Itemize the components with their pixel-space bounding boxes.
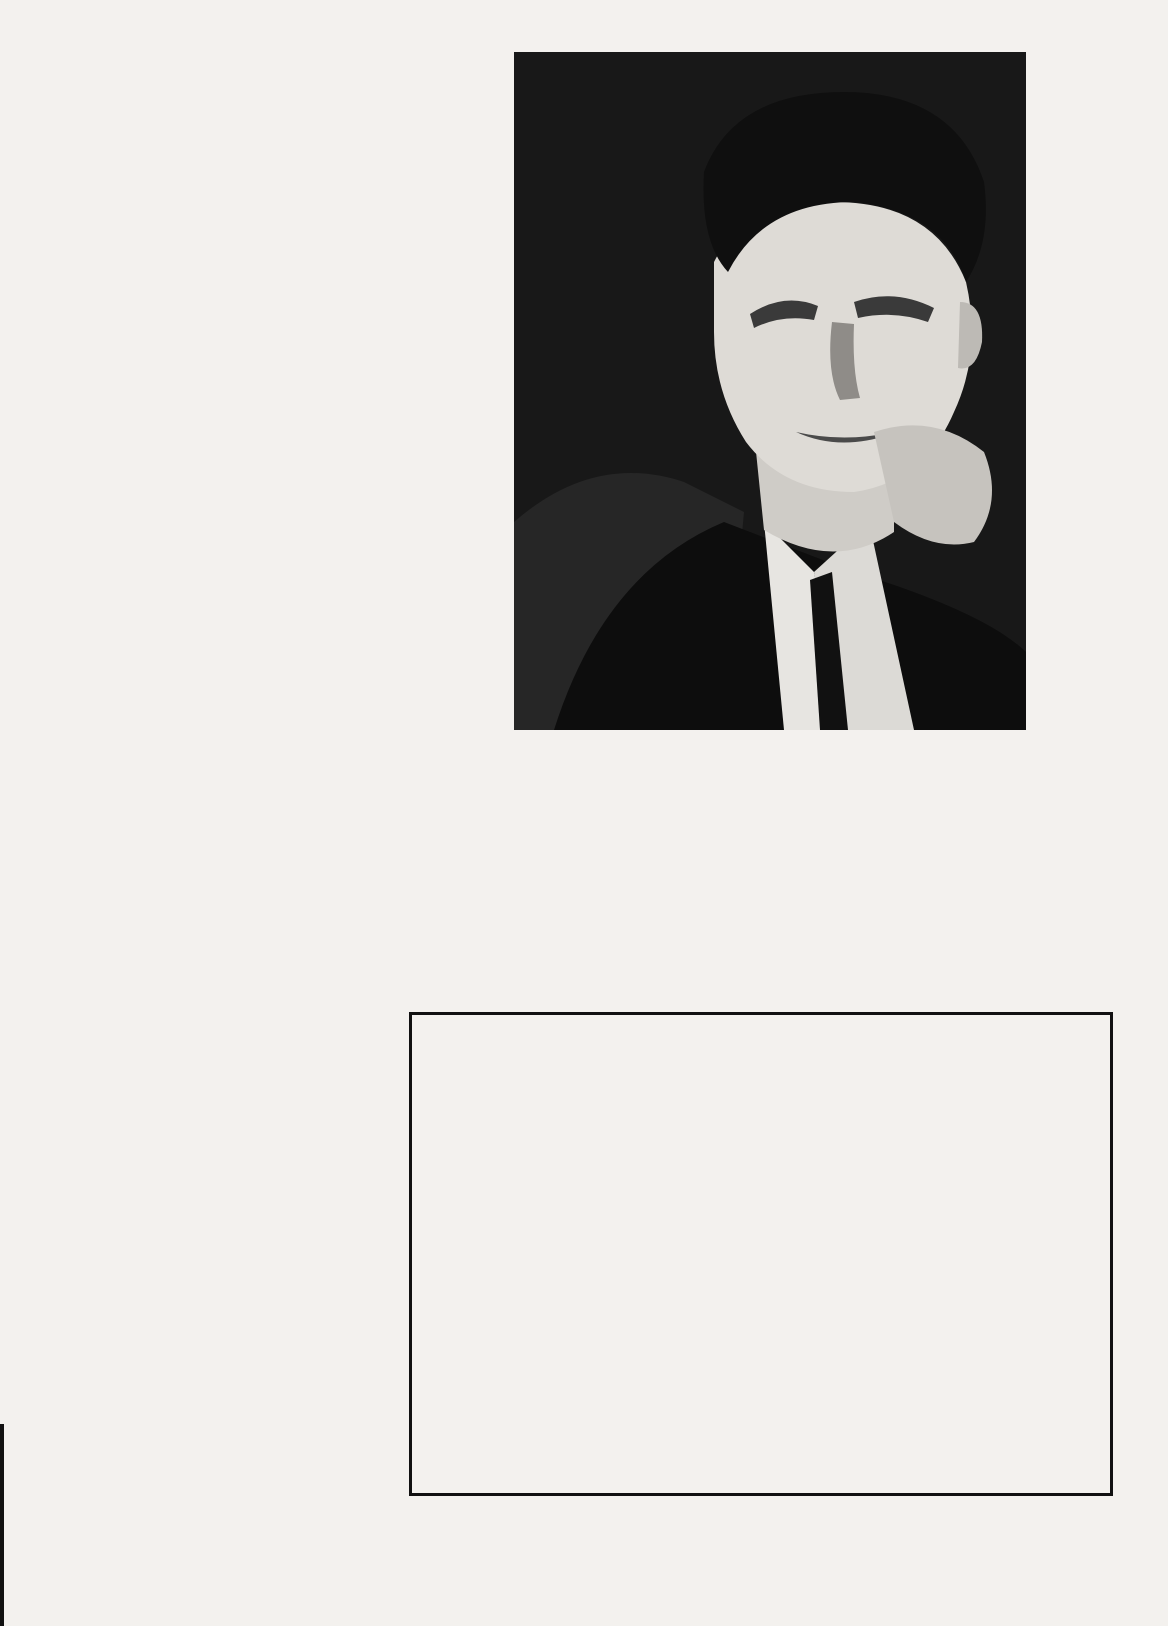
margin-bar [0,1424,4,1626]
right-column [772,792,1095,798]
reagan-photo [514,52,1026,730]
left-column [54,104,372,138]
cancun-box [409,1012,1113,1496]
portrait-image [514,52,1026,730]
